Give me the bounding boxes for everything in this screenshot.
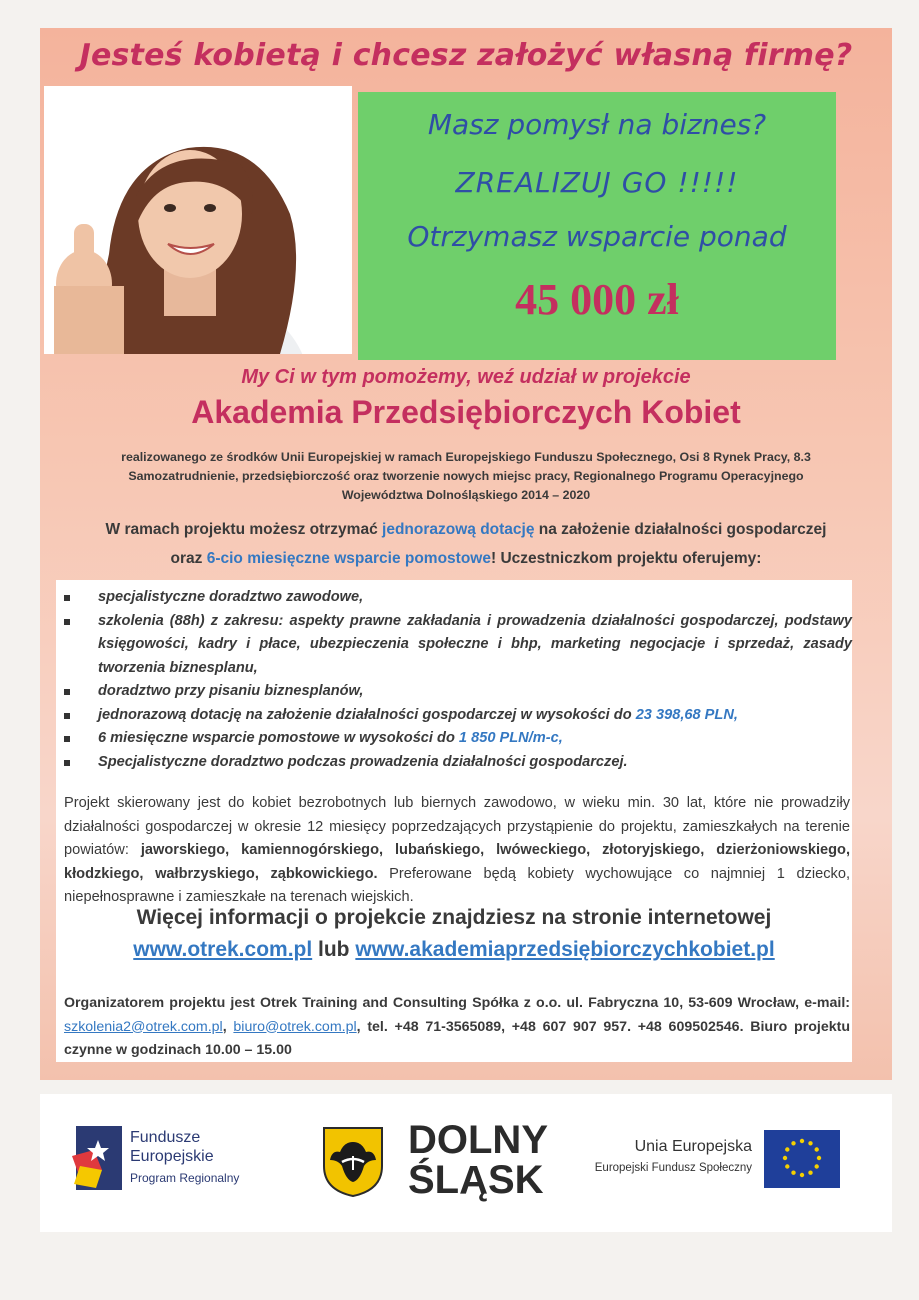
list-item: specjalistyczne doradztwo zawodowe, (56, 586, 852, 610)
unia-europejska-text: Unia Europejska Europejski Fundusz Społeczny (594, 1138, 752, 1174)
poster (40, 28, 892, 1080)
fundusze-europejskie-text: Fundusze Europejskie Program Regionalny (130, 1129, 240, 1185)
email-link-szkolenia[interactable]: szkolenia2@otrek.com.pl (64, 1018, 223, 1035)
promo-line-3: Otrzymasz wsparcie ponad (407, 220, 787, 253)
project-name: Akademia Przedsiębiorczych Kobiet (191, 394, 741, 430)
funding-line-2: Samozatrudnienie, przedsiębiorczość oraz tworzenie nowych miejsc pracy, Regionalnego Programu Operacyjnego (128, 469, 804, 483)
eligible-districts: jaworskiego, kamiennogórskiego, lubańskiego, lwóweckiego, złotoryjskiego, dzierżoniowskiego, kłodzkiego, wałbrzyskiego, ząbkowickiego. (64, 842, 850, 882)
details-panel (56, 580, 852, 1062)
offer-text-3: oraz (170, 550, 207, 567)
offer-text-2: na założenie działalności gospodarczej (534, 521, 827, 538)
dolny-slask-coat-of-arms-icon (322, 1126, 384, 1198)
email-link-biuro[interactable]: biuro@otrek.com.pl (233, 1018, 357, 1035)
promo-line-2: ZREALIZUJ GO !!!!! (455, 166, 739, 199)
offer-intro (54, 515, 878, 573)
website-links: www.otrek.com.pl lub www.akademiaprzedsiębiorczychkobiet.pl (133, 938, 775, 961)
offer-highlight-grant: jednorazową dotację (382, 521, 535, 538)
dolny-slask-text: DOLNY ŚLĄSK (408, 1118, 548, 1202)
otrek-website-link[interactable]: www.otrek.com.pl (133, 938, 313, 961)
offer-text-1: W ramach projektu możesz otrzymać (105, 521, 383, 538)
offer-text-4: ! Uczestniczkom projektu oferujemy: (491, 550, 762, 567)
funding-line-3: Województwa Dolnośląskiego 2014 – 2020 (341, 488, 591, 502)
funding-line-1: realizowanego ze środków Unii Europejskiej w ramach Europejskiego Funduszu Społecznego, Osi 8 Rynek Pracy, 8.3 (121, 450, 811, 464)
list-item: Specjalistyczne doradztwo podczas prowadzenia działalności gospodarczej. (56, 751, 852, 775)
eu-flag-icon (764, 1130, 840, 1188)
promo-amount: 45 000 zł (515, 275, 679, 324)
list-item: szkolenia (88h) z zakresu: aspekty prawne zakładania i prowadzenia działalności gospodarczej, podstawy księgowości, kadry i płace, ubezpieczenia społeczne i bhp, marketing negocjacje i sprzedaż, zasady tworzenia biznesplanu, (56, 610, 852, 681)
list-item: doradztwo przy pisaniu biznesplanów, (56, 680, 852, 704)
list-item: 6 miesięczne wsparcie pomostowe w wysokości do 1 850 PLN/m-c, (56, 727, 852, 751)
funding-note (70, 448, 862, 505)
promo-line-1: Masz pomysł na biznes? (427, 108, 767, 141)
woman-thumbs-up-photo (44, 86, 352, 354)
logos-bar (40, 1094, 892, 1232)
fundusze-europejskie-logo-icon (72, 1126, 122, 1190)
more-info-heading: Więcej informacji o projekcie znajdziesz na stronie internetowej (136, 906, 772, 929)
headline: Jesteś kobietą i chcesz założyć własną firmę? (79, 38, 853, 73)
benefits-list (56, 586, 852, 774)
organizer-contact: Organizatorem projektu jest Otrek Training and Consulting Spółka z o.o. ul. Fabryczna 10, 53-609 Wrocław, e-mail: szkolenia2@otrek.com.pl, biuro@otrek.com.pl, tel. +48 71-3565089, +48 607 907 957. +48 609502546. Biuro projektu czynne w godzinach 10.00 – 15.00 (64, 995, 850, 1058)
list-item: jednorazową dotację na założenie działalności gospodarczej w wysokości do 23 398,68 PLN, (56, 704, 852, 728)
tagline: My Ci w tym pomożemy, weź udział w projekcie (241, 366, 691, 388)
eligibility-description: Projekt skierowany jest do kobiet bezrobotnych lub biernych zawodowo, w wieku min. 30 lat, które nie prowadziły działalności gospodarczej w okresie 12 miesięcy poprzedzających przystąpienie do projektu, zamieszkałych na terenie powiatów: jaworskiego, kamiennogórskiego, lubańskiego, lwóweckiego, złotoryjskiego, dzierżoniowskiego, kłodzkiego, wałbrzyskiego, ząbkowickiego. Preferowane będą kobiety wychowujące co najmniej 1 dziecko, niepełnosprawne i zamieszkałe na terenach wiejskich. (64, 795, 850, 905)
akademia-website-link[interactable]: www.akademiaprzedsiębiorczychkobiet.pl (355, 938, 775, 961)
promo-box (358, 92, 836, 360)
offer-highlight-support: 6-cio miesięczne wsparcie pomostowe (206, 550, 491, 567)
